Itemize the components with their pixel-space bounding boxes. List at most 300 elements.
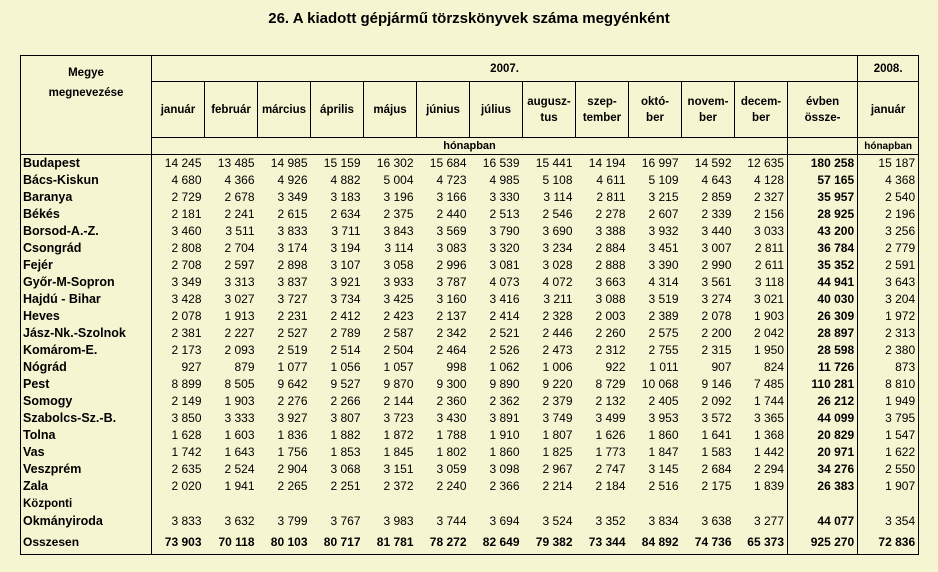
month-value: 2 519	[277, 343, 308, 357]
jan-2008-value: 8 810	[858, 376, 919, 393]
table-row	[21, 461, 919, 478]
county-name: Baranya	[21, 189, 152, 206]
month-value: 1 744	[753, 394, 784, 408]
month-value: 3 843	[383, 224, 414, 238]
month-value: 2 708	[152, 257, 205, 274]
month-value: 16 997	[641, 156, 679, 170]
table-row	[21, 240, 919, 257]
month-value: 2 635	[152, 461, 205, 478]
month-value: 2 473	[542, 343, 573, 357]
month-value: 907	[711, 360, 732, 374]
month-value: 2 414	[489, 309, 520, 323]
month-value: 3 021	[753, 292, 784, 306]
table-row	[21, 478, 919, 495]
month-value: 2 440	[436, 207, 467, 221]
month-value: 3 390	[648, 258, 679, 272]
kozponti-name-line1: Központi	[21, 495, 152, 513]
month-header-line: április	[320, 103, 354, 116]
month-value: 3 196	[383, 190, 414, 204]
month-value: 3 058	[383, 258, 414, 272]
month-value: 9 642	[277, 377, 308, 391]
month-header-1	[205, 82, 258, 138]
month-value: 3 833	[152, 513, 205, 530]
county-name: Csongrád	[21, 240, 152, 257]
table-header	[21, 56, 919, 155]
month-value: 4 643	[701, 173, 732, 187]
table-row	[21, 189, 919, 206]
month-value: 2 521	[489, 326, 520, 340]
evben-osszesen-header	[788, 82, 858, 138]
month-value: 3 166	[436, 190, 467, 204]
year-total: 40 030	[788, 291, 858, 308]
month-value: 2 315	[701, 343, 732, 357]
month-value: 1 903	[753, 309, 784, 323]
honapban-label: hónapban	[152, 138, 788, 155]
empty-cell	[470, 495, 523, 513]
empty-cell	[523, 495, 576, 513]
month-value: 1 011	[649, 360, 679, 374]
month-value: 12 635	[747, 156, 784, 170]
month-header-line: októ-	[640, 95, 670, 108]
jan-2008-value: 1 949	[858, 393, 919, 410]
month-value: 4 926	[277, 173, 308, 187]
month-value: 2 504	[383, 343, 414, 357]
jan-2008-value: 2 380	[858, 342, 919, 359]
jan-2008-value: 2 779	[858, 240, 919, 257]
empty-cell	[364, 495, 417, 513]
month-value: 4 985	[489, 173, 520, 187]
month-value: 3 632	[224, 514, 255, 528]
month-header-line: szep-	[587, 95, 617, 108]
month-value: 2 575	[648, 326, 679, 340]
month-value: 3 068	[330, 462, 361, 476]
month-total: 82 649	[470, 530, 523, 555]
empty-cell	[258, 495, 311, 513]
jan-2008-value: 3 256	[858, 223, 919, 240]
year-total: 35 352	[788, 257, 858, 274]
month-value: 3 365	[753, 411, 784, 425]
januar-2008-header: január	[858, 82, 919, 138]
month-value: 3 330	[489, 190, 520, 204]
county-name: Tolna	[21, 427, 152, 444]
month-value: 1 788	[436, 428, 467, 442]
month-value: 3 028	[542, 258, 573, 272]
month-value: 3 440	[701, 224, 732, 238]
month-value: 3 215	[648, 190, 679, 204]
month-value: 1 773	[595, 445, 626, 459]
county-name: Zala	[21, 478, 152, 495]
empty-cell	[152, 495, 205, 513]
month-value: 2 327	[753, 190, 784, 204]
month-value: 2 607	[648, 207, 679, 221]
month-value: 1 825	[542, 445, 573, 459]
month-value: 9 146	[701, 377, 732, 391]
month-value: 2 996	[436, 258, 467, 272]
month-value: 3 352	[595, 514, 626, 528]
month-value: 2 003	[595, 309, 626, 323]
month-header-5	[417, 82, 470, 138]
jan-2008-value: 873	[858, 359, 919, 376]
month-value: 16 302	[376, 156, 414, 170]
month-value: 9 890	[489, 377, 520, 391]
month-header-line: novem-	[687, 95, 729, 108]
jan-2008-value: 1 972	[858, 308, 919, 325]
month-value: 2 859	[701, 190, 732, 204]
month-value: 3 416	[489, 292, 520, 306]
month-value: 2 132	[595, 394, 626, 408]
month-value: 2 546	[542, 207, 573, 221]
month-value: 2 516	[648, 479, 679, 493]
month-value: 922	[605, 360, 626, 374]
month-value: 9 300	[436, 377, 467, 391]
month-value: 1 056	[330, 360, 361, 374]
month-value: 3 927	[277, 411, 308, 425]
jan-2008-value: 4 368	[858, 172, 919, 189]
month-value: 3 921	[330, 275, 361, 289]
year-total: 26 309	[788, 308, 858, 325]
county-name: Somogy	[21, 393, 152, 410]
month-value: 2 587	[383, 326, 414, 340]
table-title: 26. A kiadott gépjármű törzskönyvek száma megyénként	[268, 10, 670, 27]
county-name: Békés	[21, 206, 152, 223]
month-value: 3 114	[543, 190, 573, 204]
table-row	[21, 274, 919, 291]
month-value: 4 723	[436, 173, 467, 187]
month-value: 2 175	[701, 479, 732, 493]
month-value: 2 381	[152, 325, 205, 342]
month-value: 1 872	[383, 428, 414, 442]
month-value: 5 108	[542, 173, 573, 187]
month-value: 2 366	[489, 479, 520, 493]
table-row	[21, 206, 919, 223]
month-value: 2 312	[595, 343, 626, 357]
month-value: 3 767	[330, 514, 361, 528]
month-value: 2 328	[542, 309, 573, 323]
month-value: 3 118	[754, 275, 784, 289]
month-value: 1 057	[383, 360, 414, 374]
year-2008-header: 2008.	[858, 56, 919, 82]
county-name: Komárom-E.	[21, 342, 152, 359]
month-total: 80 717	[311, 530, 364, 555]
month-value: 3 274	[701, 292, 732, 306]
month-value: 3 349	[152, 274, 205, 291]
month-value: 3 638	[701, 514, 732, 528]
month-value: 1 950	[753, 343, 784, 357]
month-total: 65 373	[735, 530, 788, 555]
month-value: 2 342	[436, 326, 467, 340]
jan-2008-value: 3 795	[858, 410, 919, 427]
month-value: 2 888	[595, 258, 626, 272]
jan-2008-value: 1 907	[858, 478, 919, 495]
year-total: 36 784	[788, 240, 858, 257]
month-value: 2 078	[152, 308, 205, 325]
month-value: 2 389	[648, 309, 679, 323]
month-value: 3 983	[383, 514, 414, 528]
month-header-line: ber	[752, 111, 770, 124]
month-value: 2 265	[277, 479, 308, 493]
table-row	[21, 325, 919, 342]
month-value: 824	[763, 360, 784, 374]
month-value: 5 109	[648, 173, 679, 187]
month-value: 2 156	[753, 207, 784, 221]
county-name: Veszprém	[21, 461, 152, 478]
evben-header-line: évben	[805, 95, 840, 108]
empty-cell	[205, 495, 258, 513]
month-value: 3 690	[542, 224, 573, 238]
month-value: 3 088	[595, 292, 626, 306]
county-name: Budapest	[21, 155, 152, 173]
month-value: 2 789	[330, 326, 361, 340]
month-total: 84 892	[629, 530, 682, 555]
month-value: 3 953	[648, 411, 679, 425]
month-value: 2 379	[542, 394, 573, 408]
month-value: 2 241	[224, 207, 255, 221]
county-name: Heves	[21, 308, 152, 325]
month-value: 16 539	[482, 156, 520, 170]
month-value: 3 174	[277, 241, 308, 255]
month-value: 1 910	[489, 428, 520, 442]
table-row	[21, 495, 919, 513]
county-name: Szabolcs-Sz.-B.	[21, 410, 152, 427]
month-value: 14 194	[588, 156, 626, 170]
month-value: 2 339	[701, 207, 732, 221]
month-value: 2 524	[224, 462, 255, 476]
month-value: 2 278	[595, 207, 626, 221]
table-row	[21, 308, 919, 325]
month-total: 81 781	[364, 530, 417, 555]
month-value: 1 847	[648, 445, 679, 459]
month-value: 2 704	[224, 241, 255, 255]
month-value: 2 678	[224, 190, 255, 204]
month-value: 2 811	[754, 241, 784, 255]
month-header-line: július	[480, 103, 512, 116]
month-value: 3 561	[701, 275, 732, 289]
month-value: 9 870	[383, 377, 414, 391]
empty-cell	[629, 495, 682, 513]
month-value: 3 833	[277, 224, 308, 238]
month-value: 2 405	[648, 394, 679, 408]
month-value: 13 485	[217, 156, 255, 170]
month-value: 3 234	[542, 241, 573, 255]
table-row	[21, 376, 919, 393]
month-value: 2 990	[701, 258, 732, 272]
county-name: Hajdú - Bihar	[21, 291, 152, 308]
month-value: 2 093	[224, 343, 255, 357]
month-header-line: június	[426, 103, 460, 116]
county-name: Vas	[21, 444, 152, 461]
month-value: 2 200	[701, 326, 732, 340]
month-value: 2 755	[648, 343, 679, 357]
month-value: 15 684	[429, 156, 467, 170]
month-value: 2 231	[277, 309, 308, 323]
table-row	[21, 410, 919, 427]
month-value: 2 149	[152, 393, 205, 410]
month-value: 3 107	[330, 258, 361, 272]
month-value: 3 727	[277, 292, 308, 306]
kozponti-name-line2: Okmányiroda	[21, 513, 152, 530]
county-name: Győr-M-Sopron	[21, 274, 152, 291]
month-value: 3 807	[330, 411, 361, 425]
month-value: 4 072	[542, 275, 573, 289]
month-value: 2 360	[436, 394, 467, 408]
month-value: 3 749	[542, 411, 573, 425]
table-row	[21, 342, 919, 359]
table-row	[21, 155, 919, 173]
month-value: 1 442	[753, 445, 784, 459]
month-value: 3 211	[543, 292, 573, 306]
month-value: 2 597	[224, 258, 255, 272]
month-value: 8 729	[595, 377, 626, 391]
month-value: 3 499	[595, 411, 626, 425]
table-row	[21, 359, 919, 376]
month-value: 1 913	[224, 309, 255, 323]
month-value: 3 333	[224, 411, 255, 425]
county-name: Pest	[21, 376, 152, 393]
month-value: 2 042	[753, 326, 784, 340]
month-header-line: ber	[699, 111, 717, 124]
year-total: 43 200	[788, 223, 858, 240]
month-header-2	[258, 82, 311, 138]
megye-header-line2: megnevezése	[48, 87, 124, 99]
month-value: 1 626	[595, 428, 626, 442]
total-row	[21, 530, 919, 555]
month-value: 2 423	[383, 309, 414, 323]
year-total: 28 598	[788, 342, 858, 359]
table-row	[21, 427, 919, 444]
month-header-10	[682, 82, 735, 138]
empty-cell	[311, 495, 364, 513]
jan-2008-value: 15 187	[858, 155, 919, 173]
month-value: 1 077	[277, 360, 308, 374]
month-value: 2 514	[330, 343, 361, 357]
month-value: 2 184	[595, 479, 626, 493]
month-value: 927	[152, 359, 205, 376]
month-value: 2 240	[436, 479, 467, 493]
month-value: 3 451	[648, 241, 679, 255]
empty-cell	[682, 495, 735, 513]
month-value: 3 428	[152, 291, 205, 308]
month-value: 3 787	[436, 275, 467, 289]
month-value: 1 062	[489, 360, 520, 374]
month-header-line: ber	[646, 111, 664, 124]
jan-2008-value: 3 204	[858, 291, 919, 308]
month-header-line: decem-	[740, 95, 782, 108]
month-value: 2 412	[330, 309, 361, 323]
month-value: 3 850	[152, 410, 205, 427]
month-value: 2 526	[489, 343, 520, 357]
month-value: 14 985	[270, 156, 308, 170]
month-value: 2 214	[542, 479, 573, 493]
county-name: Nógrád	[21, 359, 152, 376]
month-value: 2 513	[489, 207, 520, 221]
month-value: 3 313	[224, 275, 255, 289]
month-value: 3 837	[277, 275, 308, 289]
month-value: 3 425	[383, 292, 414, 306]
month-value: 2 904	[277, 462, 308, 476]
month-value: 2 884	[595, 241, 626, 255]
month-header-4	[364, 82, 417, 138]
month-value: 8 899	[152, 376, 205, 393]
month-value: 3 277	[753, 514, 784, 528]
month-value: 2 362	[489, 394, 520, 408]
table-row	[21, 393, 919, 410]
year-total: 26 212	[788, 393, 858, 410]
evben-bottom-cell	[788, 138, 858, 155]
total-label: Osszesen	[21, 530, 152, 555]
month-value: 4 882	[330, 173, 361, 187]
month-value: 4 611	[596, 173, 626, 187]
month-header-9	[629, 82, 682, 138]
month-header-6	[470, 82, 523, 138]
month-value: 3 799	[277, 514, 308, 528]
month-value: 2 729	[152, 189, 205, 206]
month-value: 3 734	[330, 292, 361, 306]
table-body	[21, 155, 919, 555]
month-header-line: március	[261, 103, 307, 116]
month-value: 3 183	[330, 190, 361, 204]
month-value: 1 882	[330, 428, 361, 442]
month-value: 2 092	[701, 394, 732, 408]
month-value: 1 836	[277, 428, 308, 442]
month-value: 3 790	[489, 224, 520, 238]
month-header-line: február	[211, 103, 251, 116]
month-value: 3 160	[436, 292, 467, 306]
month-value: 1 641	[701, 428, 732, 442]
month-value: 14 592	[694, 156, 732, 170]
month-value: 1 941	[224, 479, 255, 493]
month-value: 4 680	[152, 172, 205, 189]
month-value: 1 583	[701, 445, 732, 459]
month-value: 2 227	[224, 326, 255, 340]
table-row	[21, 172, 919, 189]
month-value: 7 485	[753, 377, 784, 391]
county-name: Jász-Nk.-Szolnok	[21, 325, 152, 342]
month-value: 2 747	[595, 462, 626, 476]
month-value: 15 441	[535, 156, 573, 170]
month-value: 14 245	[152, 155, 205, 173]
month-value: 2 898	[277, 258, 308, 272]
month-value: 3 694	[489, 514, 520, 528]
month-header-3	[311, 82, 364, 138]
month-header-11	[735, 82, 788, 138]
empty-cell	[788, 495, 858, 513]
jan-2008-value: 2 540	[858, 189, 919, 206]
jan-2008-value: 3 643	[858, 274, 919, 291]
table-row	[21, 513, 919, 530]
month-value: 3 519	[648, 292, 679, 306]
month-value: 8 505	[224, 377, 255, 391]
month-value: 3 891	[489, 411, 520, 425]
month-value: 1 807	[542, 428, 573, 442]
jan-2008-value: 2 313	[858, 325, 919, 342]
month-header-row	[21, 82, 919, 138]
year-total: 44 941	[788, 274, 858, 291]
month-value: 2 967	[542, 462, 573, 476]
month-value: 1 839	[753, 479, 784, 493]
month-value: 3 711	[331, 224, 361, 238]
month-value: 9 527	[330, 377, 361, 391]
month-value: 1 903	[224, 394, 255, 408]
month-value: 1 603	[224, 428, 255, 442]
month-value: 4 073	[489, 275, 520, 289]
month-value: 3 388	[595, 224, 626, 238]
month-value: 2 615	[277, 207, 308, 221]
month-total: 73 344	[576, 530, 629, 555]
megye-header-line1: Megye	[68, 67, 104, 79]
month-value: 4 314	[648, 275, 679, 289]
month-value: 2 527	[277, 326, 308, 340]
month-value: 2 446	[542, 326, 573, 340]
